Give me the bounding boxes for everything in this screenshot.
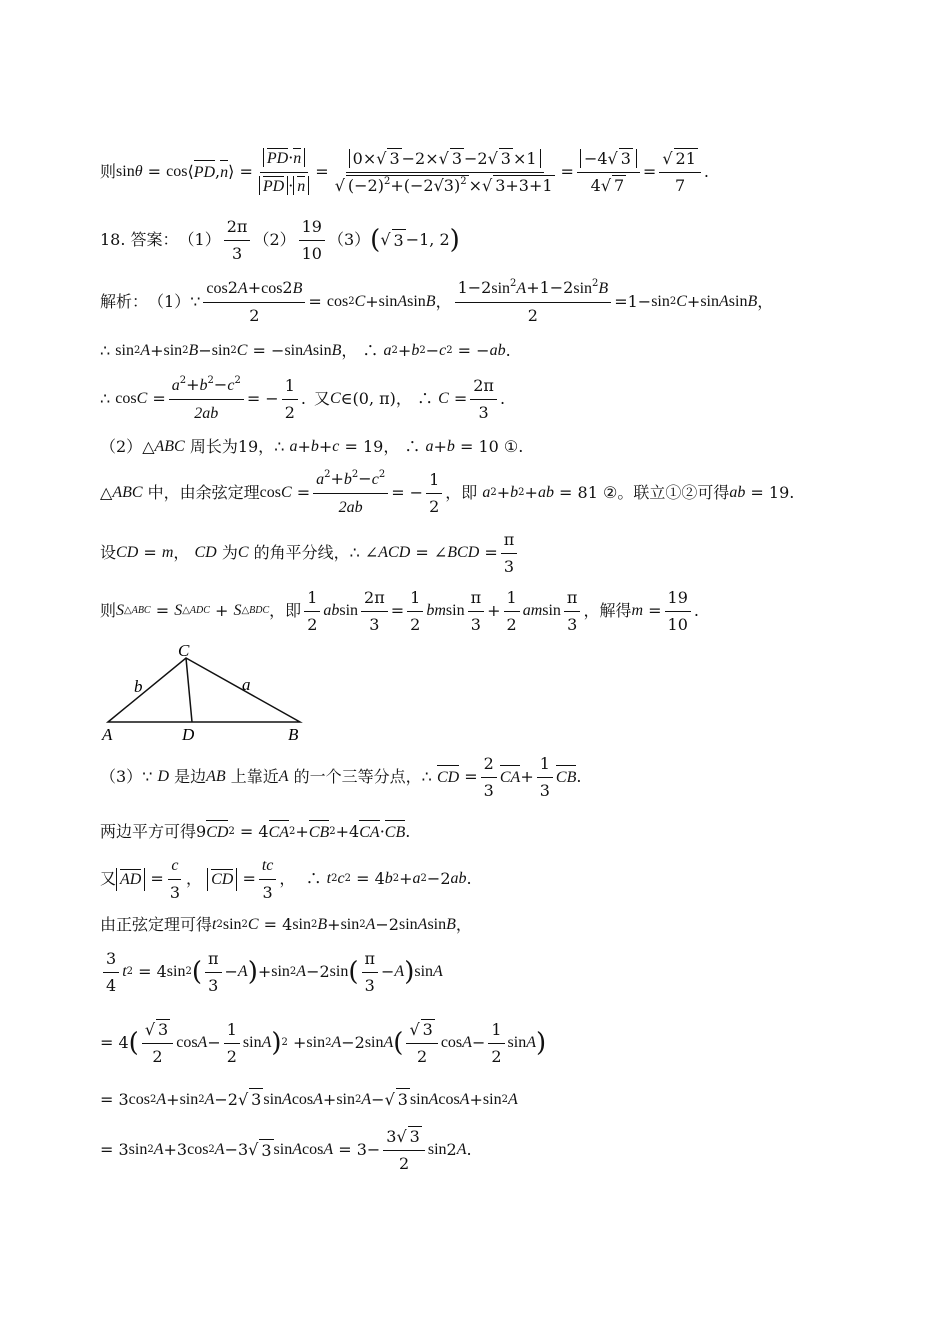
label-b-side: b bbox=[134, 677, 143, 696]
line-17: = 3 sin 2 A +3 cos 2 A −3√ 3 sin A cos A = 3− $\frac{3√ 3}{2}$ sin 2 A . bbox=[100, 1126, 472, 1173]
line-11: 两边平方可得 9 CD 2 = 4 CA 2 + CB 2 +4 CA · CB . bbox=[100, 820, 410, 844]
part3-label: （3） bbox=[327, 230, 371, 249]
answer-label: 18. 答案： bbox=[100, 230, 179, 249]
line-4: ∴ sin 2 A + sin 2 B − sin 2 C = − sin A sin B ， ∴ a 2 + b 2 − c 2 = − ab . bbox=[100, 341, 511, 360]
frac-4: $\frac{√ 21}{7}$ bbox=[659, 148, 701, 197]
label-c: C bbox=[178, 642, 190, 660]
jiexi-label: 解析： bbox=[100, 292, 149, 311]
part1-label: （1） bbox=[178, 230, 221, 249]
triangle-figure bbox=[96, 642, 326, 746]
frac-1: $\frac{PD\cdot n}{PD \cdot n}$ bbox=[256, 147, 312, 198]
line-8: 设 CD = m ， CD 为 C 的角平分线， ∴ ∠ ACD = ∠ BCD = $\frac{\pi}{3}$ bbox=[100, 530, 520, 576]
line-sin-theta: 则 sin θ = cos ⟨ PD , n ⟩ = $\frac{PD\cdot n}{PD \cdot n}$ = $\frac{0\times√ 3 -2\times√ 3 -2√ 3 \times 1}{√ (-2)^2+(-2√3)^2 \times√ 3+3+1}$ = $\frac{-4√ 3}{4√ 7}$ = $\frac{√ 21}{7}$ . bbox=[100, 148, 709, 196]
line-5: ∴ cos C = $\frac{a^2+b^2-c^2}{2ab}$ = − $\frac{1}{2}$ . 又 C ∈(0, π)， ∴ C = $\frac{2\pi}{3}$ . bbox=[100, 374, 506, 422]
label-a-vertex: A bbox=[102, 725, 113, 744]
line-10: （3） ∵ D 是边 AB 上靠近 A 的一个三等分点， ∴ CD = $\frac{2}{3}$ CA + $\frac{1}{3}$ CB . bbox=[100, 753, 582, 800]
frac-3: $\frac{-4√ 3}{4√ 7}$ bbox=[577, 148, 640, 197]
line-14: $\frac{3}{4}$ t 2 = 4 sin 2 ( $\frac{\pi}{3}$ − A ) + sin 2 A −2 sin ( $\frac{\pi}{3}$ − A ) sin A bbox=[100, 948, 443, 996]
segment-cd bbox=[186, 658, 192, 722]
text-ze: 则 bbox=[100, 162, 117, 181]
frac-2: $\frac{0\times√ 3 -2\times√ 3 -2√ 3 \times 1}{√ (-2)^2+(-2√3)^2 \times√ 3+3+1}$ bbox=[334, 148, 553, 195]
line-15: = 4 ( $\frac{√ 3}{2}$ cos A − $\frac{1}{2}$ sin A ) 2 + sin 2 A −2 sin A ( $\frac{√ 3}{2}$ cos A − $\frac{1}{2}$ sin A ) bbox=[100, 1019, 547, 1066]
label-d: D bbox=[182, 725, 195, 744]
line-13: 由正弦定理可得 t 2 sin 2 C = 4 sin 2 B + sin 2 A −2 sin A sin B ， bbox=[100, 915, 472, 934]
label-a-side: a bbox=[242, 675, 251, 694]
label-b-vertex: B bbox=[288, 725, 299, 744]
line-7: △ ABC 中，由余弦定理 cos C = $\frac{a^2+b^2-c^2}{2ab}$ = − $\frac{1}{2}$ ，即 a 2 + b 2 + ab = 81 ② 。联立①②可得 ab = 19. bbox=[100, 468, 795, 516]
line-jiexi: 解析： （1） ∵ $\frac{\cos 2A+\cos 2B}{2}$ = cos 2 C + sin A sin B ， $\frac{1-2\sin^2A+1-2\sin^2B}{2}$ =1− sin 2 C + sin A sin B ， bbox=[100, 278, 774, 325]
line-12: 又 AD = $\frac{c}{3}$ ， CD = $\frac{tc}{3}$ ， ∴ t 2 c 2 = 4 b 2 + a 2 −2 ab . bbox=[100, 856, 472, 902]
line-answer-18: 18. 答案： （1） $\frac{2\pi}{3}$ （2） $\frac{19}{10}$ （3） ( √ 3 −1, 2 ) bbox=[100, 216, 460, 263]
line-16: = 3 cos 2 A + sin 2 A −2√ 3 sin A cos A + sin 2 A −√ 3 sin A cos A + sin 2 A bbox=[100, 1089, 518, 1109]
line-6: （2） △ ABC 周长为19， ∴ a + b + c = 19， ∴ a + b = 10 ①. bbox=[100, 437, 524, 456]
part2-label: （2） bbox=[253, 230, 296, 249]
line-9: 则 S △ABC = S △ADC + S △BDC ，即 $\frac{1}{2}$ ab sin $\frac{2\pi}{3}$ = $\frac{1}{2}$ bm sin $\frac{\pi}{3}$ + $\frac{1}{2}$ am sin $\frac{\pi}{3}$ ，解得 m = $\frac{19}{10}$ . bbox=[100, 587, 699, 634]
